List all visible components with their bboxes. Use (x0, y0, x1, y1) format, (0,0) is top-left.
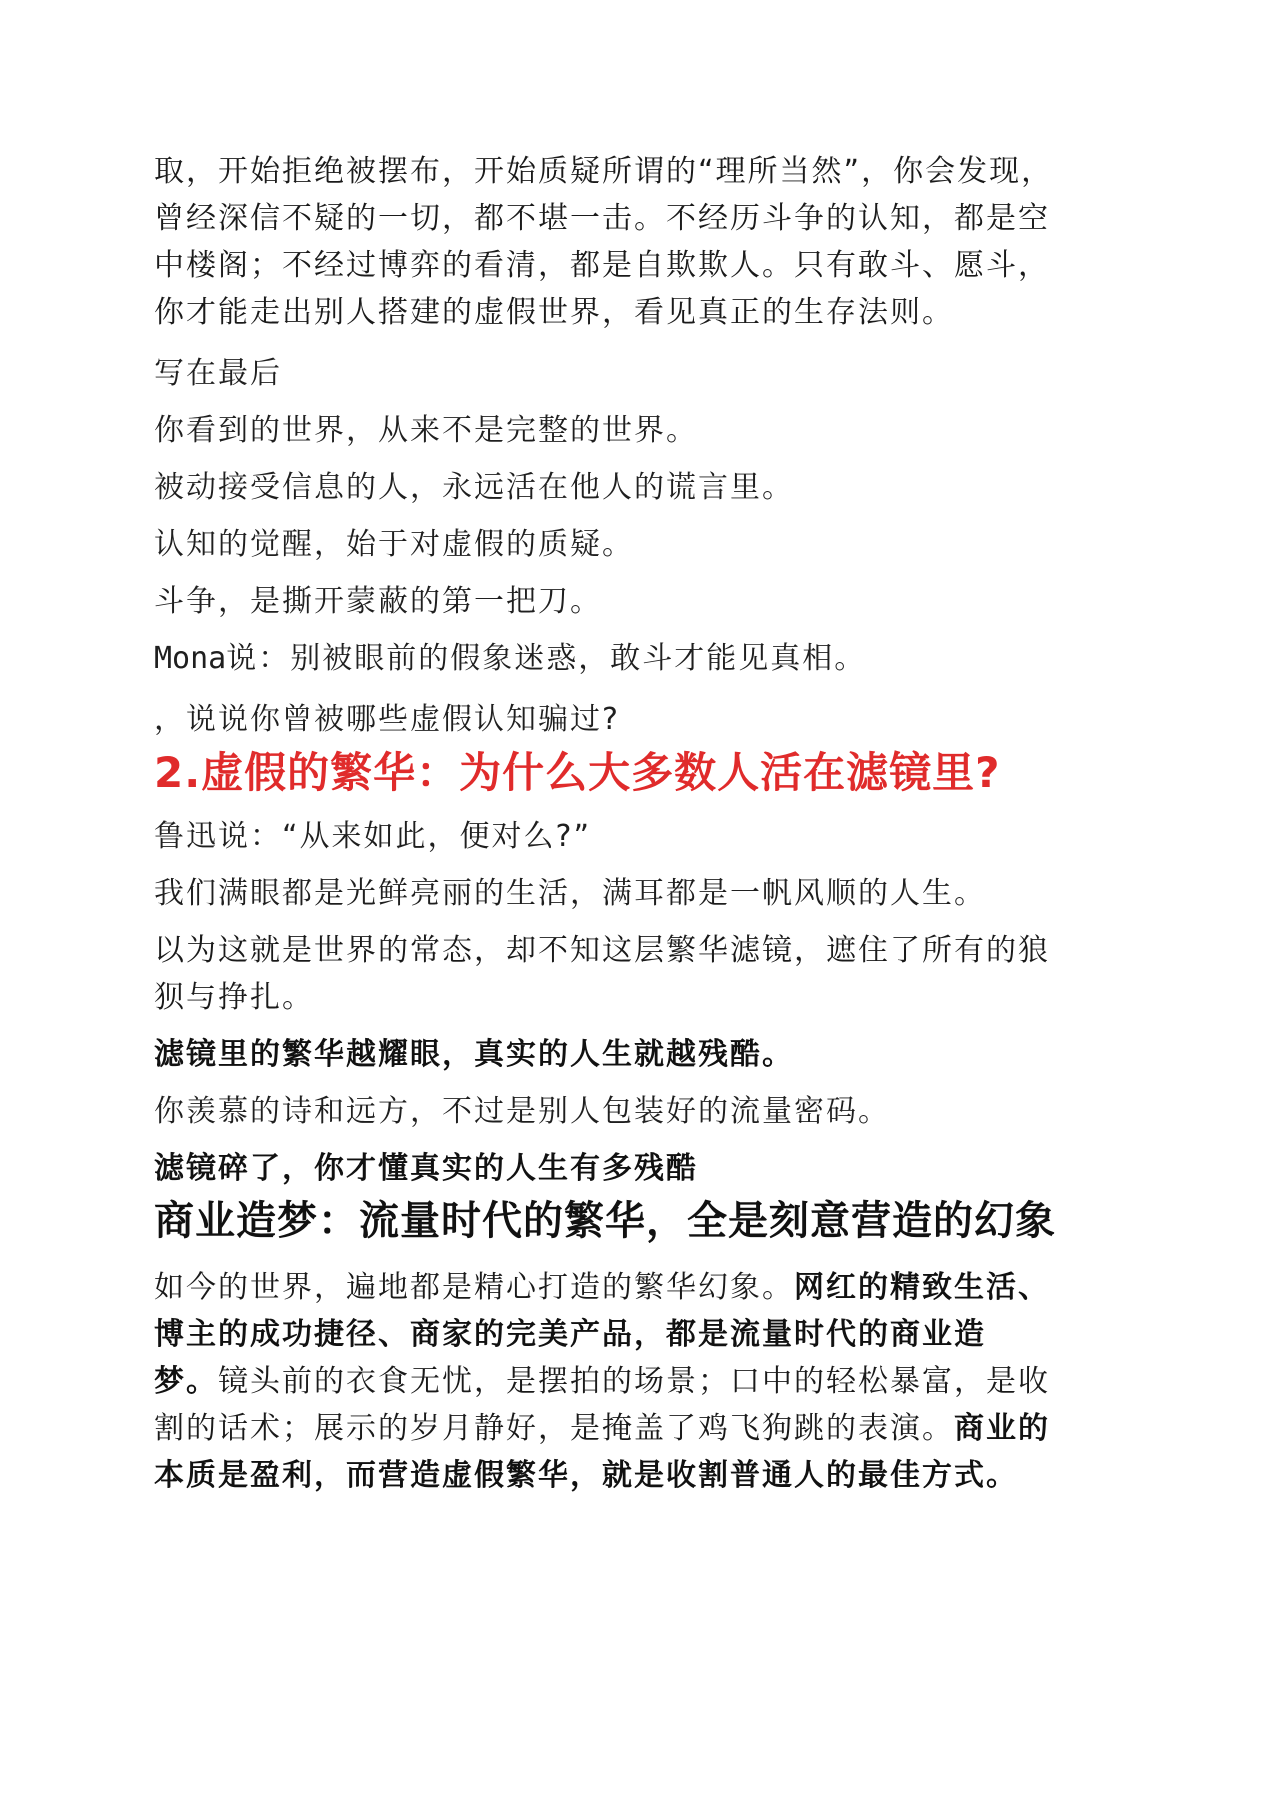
intro-line-4: 你才能走出别人搭建的虚假世界，看见真正的生存法则。 (154, 295, 954, 330)
section-2-line-1: 我们满眼都是光鲜亮丽的生活，满耳都是一帆风顺的人生。 (154, 876, 986, 911)
intro-paragraph (154, 148, 1134, 336)
section-2-line-2b: 狈与挣扎。 (154, 980, 314, 1015)
section-2-paragraph-2 (154, 927, 1134, 1021)
subsection-line-1-bold: 网红的精致生活、 (794, 1270, 1050, 1305)
subsection-line-4-normal: 割的话术；展示的岁月静好，是掩盖了鸡飞狗跳的表演。 (154, 1411, 954, 1446)
closing-line-3: 认知的觉醒，始于对虚假的质疑。 (154, 527, 634, 562)
section-2-bold-2: 滤镜碎了，你才懂真实的人生有多残酷 (154, 1151, 698, 1186)
section-2-line-2a: 以为这就是世界的常态，却不知这层繁华滤镜，遮住了所有的狼 (154, 933, 1050, 968)
subsection-paragraph (154, 1264, 1134, 1499)
subsection-line-4 (154, 1405, 1134, 1452)
section-2-bold-1: 滤镜里的繁华越耀眼，真实的人生就越残酷。 (154, 1037, 794, 1072)
mona-name: Mona (154, 641, 227, 676)
closing-title: 写在最后 (154, 356, 282, 391)
lu-xun-quote: 鲁迅说：“从来如此，便对么?” (154, 819, 592, 854)
subsection-line-3-bold: 梦。 (154, 1364, 218, 1399)
subsection-line-5: 本质是盈利，而营造虚假繁华，就是收割普通人的最佳方式。 (154, 1458, 1018, 1493)
intro-line-1: 取，开始拒绝被摆布，开始质疑所谓的“理所当然”，你会发现， (154, 154, 1054, 189)
mona-text: 说：别被眼前的假象迷惑，敢斗才能见真相。 (226, 641, 867, 676)
subsection-line-1-normal: 如今的世界，遍地都是精心打造的繁华幻象。 (154, 1270, 794, 1305)
closing-question: ，说说你曾被哪些虚假认知骗过? (154, 702, 620, 737)
intro-line-2: 曾经深信不疑的一切，都不堪一击。不经历斗争的认知，都是空 (154, 201, 1050, 236)
subsection-heading: 商业造梦：流量时代的繁华，全是刻意营造的幻象 (154, 1198, 1056, 1244)
closing-line-1: 你看到的世界，从来不是完整的世界。 (154, 413, 698, 448)
section-2-line-3: 你羡慕的诗和远方，不过是别人包装好的流量密码。 (154, 1094, 890, 1129)
document-page (154, 148, 1134, 1499)
subsection-line-2: 博主的成功捷径、商家的完美产品，都是流量时代的商业造 (154, 1317, 986, 1352)
subsection-line-1 (154, 1264, 1134, 1311)
mona-quote (154, 635, 1134, 682)
subsection-line-3 (154, 1358, 1134, 1405)
subsection-line-4-bold: 商业的 (954, 1411, 1050, 1446)
subsection-line-3-normal: 镜头前的衣食无忧，是摆拍的场景；口中的轻松暴富，是收 (218, 1364, 1050, 1399)
closing-line-2: 被动接受信息的人，永远活在他人的谎言里。 (154, 470, 794, 505)
intro-line-3: 中楼阁；不经过博弈的看清，都是自欺欺人。只有敢斗、愿斗， (154, 248, 1050, 283)
section-2-heading: 2.虚假的繁华：为什么大多数人活在滤镜里? (154, 748, 1001, 797)
closing-line-4: 斗争，是撕开蒙蔽的第一把刀。 (154, 584, 602, 619)
